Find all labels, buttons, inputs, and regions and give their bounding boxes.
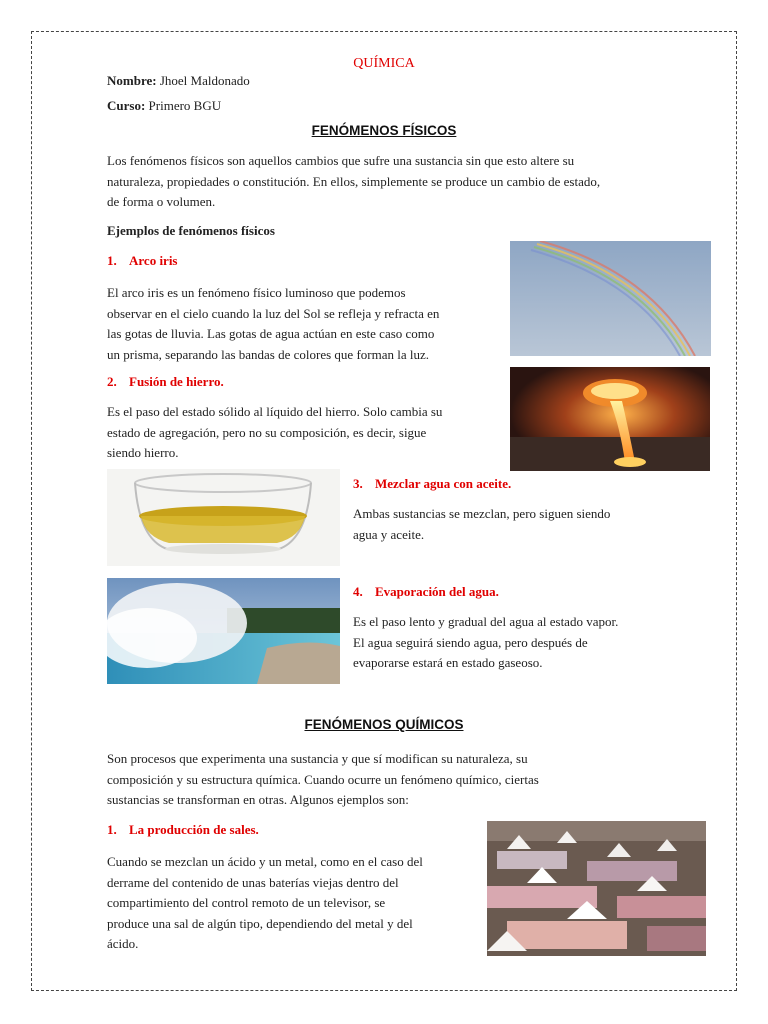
example-1-title: Arco iris [129,253,178,268]
example-1-line: las gotas de lluvia. Las gotas de agua actúan en este caso como [107,326,435,341]
example-4-line: El agua seguirá siendo agua, pero después de [353,634,588,650]
chemical-example-1-line: ácido. [107,936,139,951]
chemical-example-1-heading [107,822,259,838]
example-2-heading [107,374,224,390]
physical-intro [107,151,660,213]
example-4-number: 4. [353,584,363,599]
rainbow-photo [510,241,711,356]
physical-intro-line: naturaleza, propiedades o constitución. En ellos, simplemente se produce un cambio de estado, [107,173,601,189]
chemical-intro-line: Son procesos que experimenta una sustancia y que sí modifican su naturaleza, su [107,751,528,766]
course-line [107,98,221,114]
example-1-line: observar en el cielo cuando la luz del Sol se refleja y refracta en [107,305,440,321]
example-1-text [107,283,499,365]
salt-flats-photo [487,821,706,956]
example-1-number: 1. [107,253,117,268]
example-2-line: Es el paso del estado sólido al líquido del hierro. Solo cambia su [107,404,443,419]
chemical-example-1-line: Cuando se mezclan un ácido y un metal, como en el caso del [107,854,423,869]
example-3-number: 3. [353,476,363,491]
examples-heading: Ejemplos de fenómenos físicos [107,223,275,238]
example-4-title: Evaporación del agua. [375,584,499,599]
physical-intro-line: Los fenómenos físicos son aquellos cambios que sufre una sustancia sin que esto altere su [107,153,575,168]
chemical-example-1-number: 1. [107,822,117,837]
example-3-title: Mezclar agua con aceite. [375,476,512,491]
document-title: QUÍMICA [353,56,415,71]
example-1-line: un prisma, separando las bandas de colores que forman la luz. [107,346,430,362]
chemical-example-1-text [107,852,474,955]
chemical-example-1-title: La producción de sales. [129,822,259,837]
example-3-line: agua y aceite. [353,526,425,542]
example-3-line: Ambas sustancias se mezclan, pero siguen siendo [353,506,611,521]
name-value: Jhoel Maldonado [159,73,250,88]
chemical-intro [107,749,660,811]
student-name-line [107,73,250,89]
physical-intro-line: de forma o volumen. [107,194,216,209]
oil-water-photo [107,469,340,566]
example-1-line: El arco iris es un fenómeno físico luminoso que podemos [107,285,406,300]
chemical-intro-line: composición y su estructura química. Cuando ocurre un fenómeno químico, ciertas [107,771,539,787]
example-1-heading [107,253,178,269]
example-4-text [353,612,660,674]
example-2-number: 2. [107,374,117,389]
name-label: Nombre: [107,73,157,88]
example-2-line: siendo hierro. [107,445,179,460]
chemical-example-1-line: produce una sal de algún tipo, dependiendo del metal y del [107,915,413,931]
course-value: Primero BGU [148,98,222,113]
chemical-example-1-line: compartimiento del control remoto de un televisor, se [107,895,386,910]
example-4-heading [353,584,499,600]
example-2-title: Fusión de hierro. [129,374,224,389]
physical-heading: FENÓMENOS FÍSICOS [311,123,457,138]
example-4-line: Es el paso lento y gradual del agua al estado vapor. [353,614,619,629]
example-3-text [353,504,660,545]
chemical-example-1-line: derrame del contenido de unas baterías viejas dentro del [107,874,399,890]
example-2-line: estado de agregación, pero no su composición, es decir, sigue [107,424,427,440]
course-label: Curso: [107,98,146,113]
molten-iron-photo [510,367,710,471]
chemical-heading: FENÓMENOS QUÍMICOS [304,717,464,732]
example-4-line: evaporarse estará en estado gaseoso. [353,655,543,670]
example-3-heading [353,476,511,492]
chemical-intro-line: sustancias se transforman en otras. Algunos ejemplos son: [107,792,409,807]
geyser-photo [107,578,340,684]
example-2-text [107,402,499,464]
